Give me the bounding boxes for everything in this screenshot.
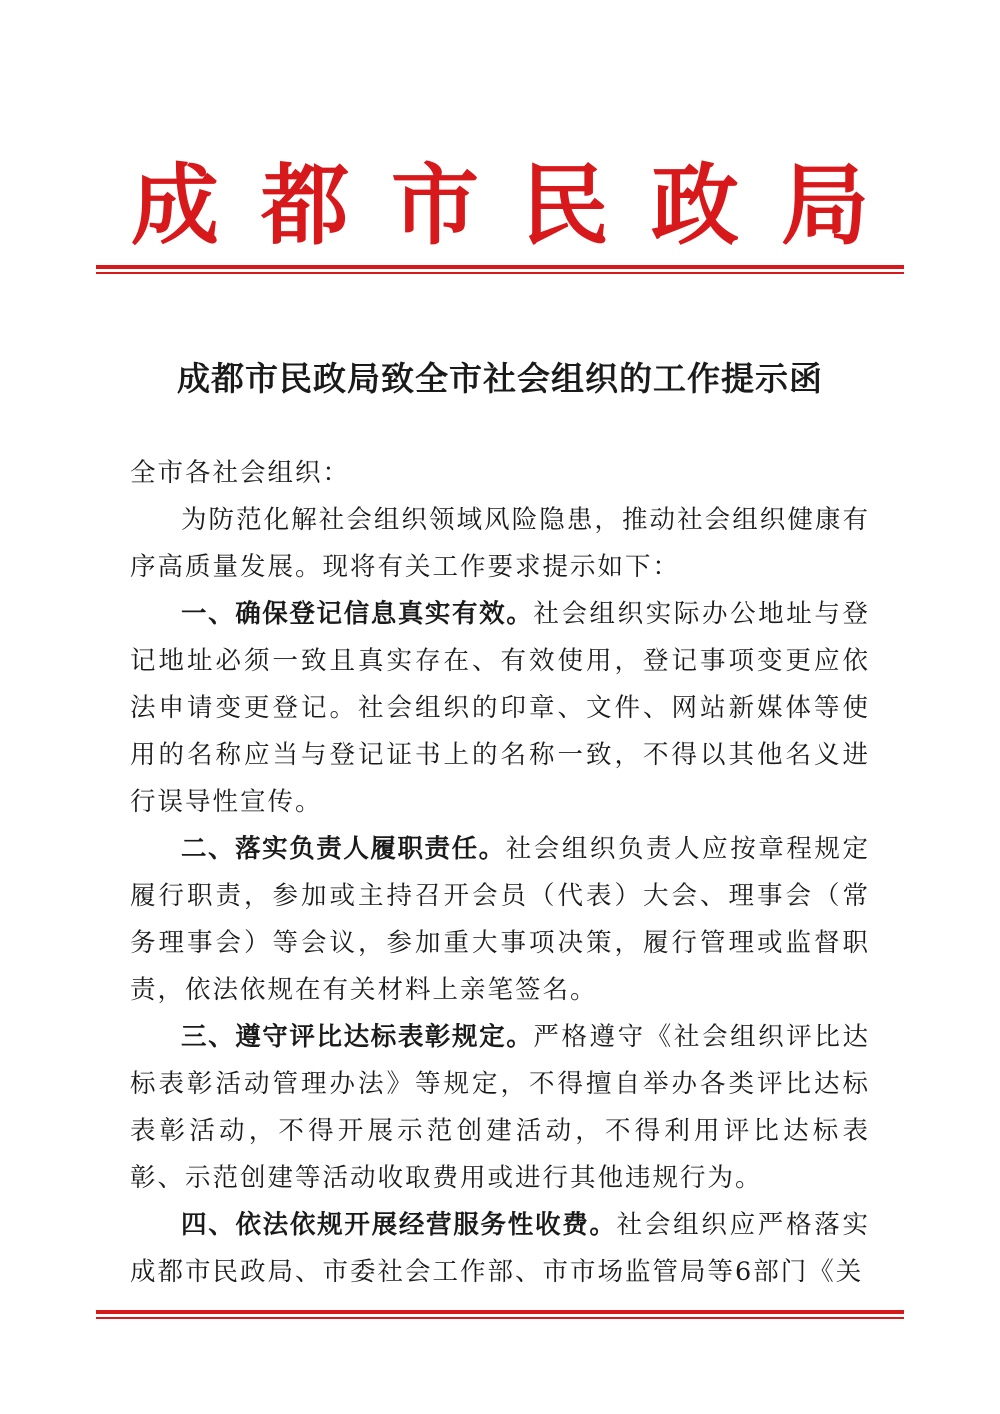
section-paragraph-4 [130, 1202, 870, 1296]
document-body [130, 450, 870, 1296]
section-paragraph-3 [130, 1014, 870, 1202]
divider-thin-line [96, 1317, 904, 1319]
section-text: 社会组织实际办公地址与登记地址必须一致且真实存在、有效使用，登记事项变更应依法申请变更登记。社会组织的印章、文件、网站新媒体等使用的名称应当与登记证书上的名称一致，不得以其他名义进行误导性宣传。 [130, 599, 870, 817]
issuing-authority-header: 成都市民政局 [130, 153, 911, 257]
header-divider [96, 265, 904, 274]
section-text: 严格遵守《社会组织评比达标表彰活动管理办法》等规定，不得擅自举办各类评比达标表彰活动，不得开展示范创建活动，不得利用评比达标表彰、示范创建等活动收取费用或进行其他违规行为。 [130, 1022, 870, 1193]
section-heading: 三、遵守评比达标表彰规定。 [181, 1022, 534, 1052]
intro-paragraph: 为防范化解社会组织领域风险隐患，推动社会组织健康有序高质量发展。现将有关工作要求提示如下： [130, 505, 870, 582]
footer-divider [96, 1310, 904, 1319]
salutation: 全市各社会组织： [130, 458, 351, 488]
divider-thin-line [96, 272, 904, 274]
section-paragraph-2 [130, 826, 870, 1014]
document-title: 成都市民政局致全市社会组织的工作提示函 [177, 359, 823, 398]
section-heading: 四、依法依规开展经营服务性收费。 [181, 1210, 617, 1240]
section-heading: 一、确保登记信息真实有效。 [181, 599, 534, 629]
section-text: 社会组织负责人应按章程规定履行职责，参加或主持召开会员（代表）大会、理事会（常务理事会）等会议，参加重大事项决策，履行管理或监督职责，依法依规在有关材料上亲笔签名。 [130, 834, 870, 1005]
section-text: 社会组织应严格落实成都市民政局、市委社会工作部、市市场监管局等6部门《关 [130, 1210, 870, 1287]
section-heading: 二、落实负责人履职责任。 [181, 834, 506, 864]
section-paragraph-1 [130, 591, 870, 826]
